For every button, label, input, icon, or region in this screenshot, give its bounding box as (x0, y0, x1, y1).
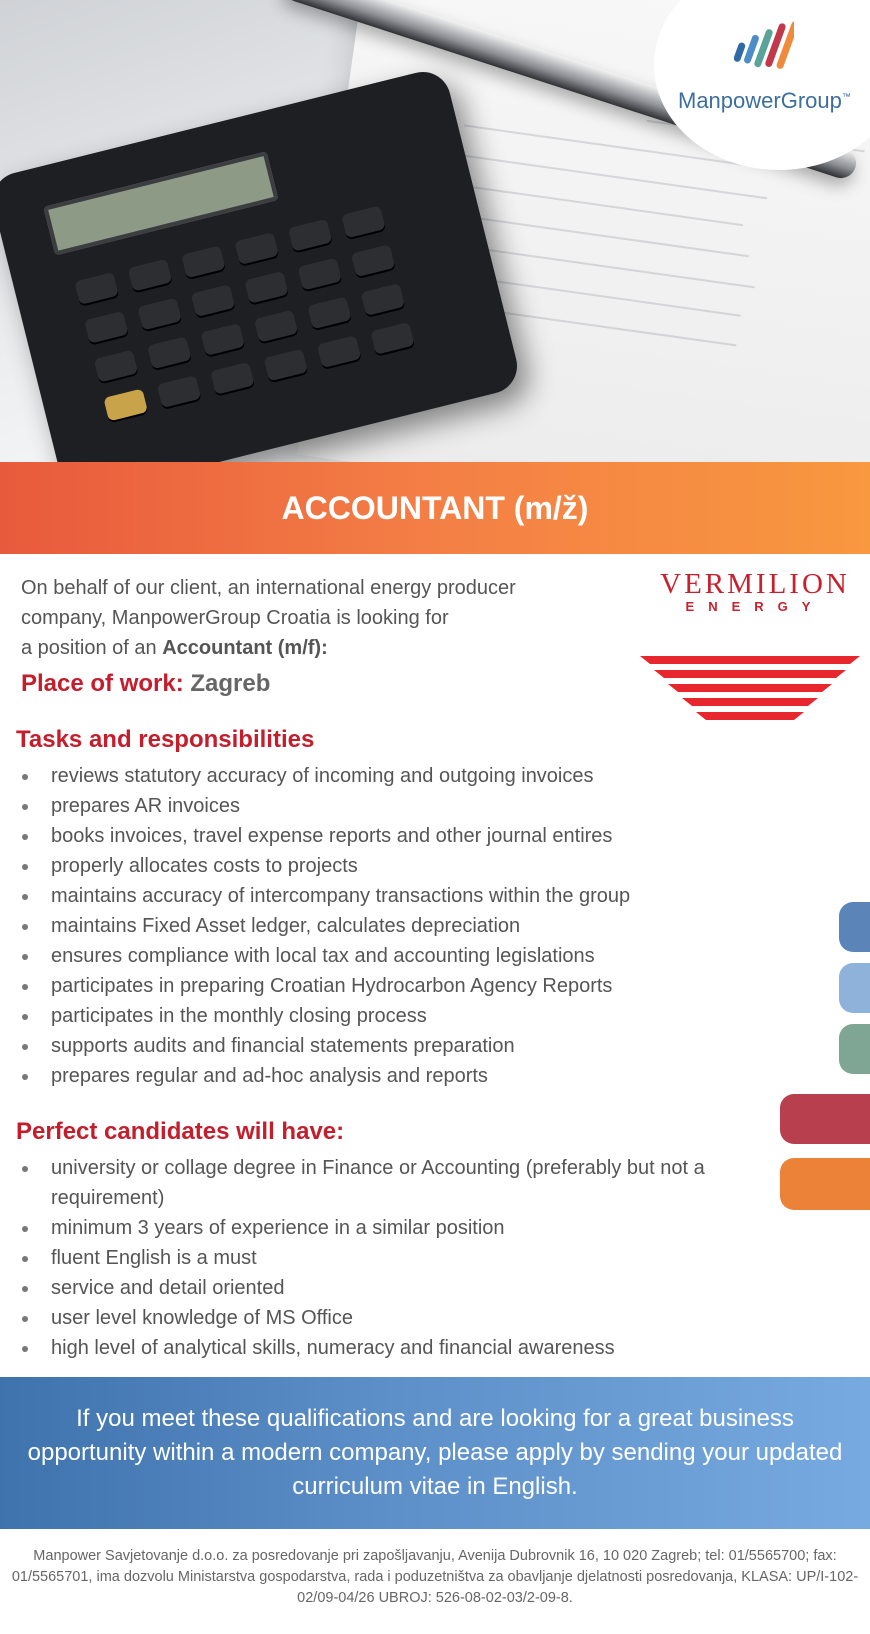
list-item: reviews statutory accuracy of incoming and outgoing invoices (16, 761, 756, 791)
legal-footer: Manpower Savjetovanje d.o.o. za posredovanje pri zapošljavanju, Avenija Dubrovnik 16, 10 020 Zagreb; tel: 01/5565700; fax: 01/5565701, ima dozvolu Ministarstva gospodarstva, rada i poduzetništva za obavljanje djelatnosti posredovanja, KLASA: UP/I-102-02/09-04/26 UBROJ: 526-08-02-03/2-09-8. (11, 1548, 859, 1606)
list-item: ensures compliance with local tax and accounting legislations (16, 941, 756, 971)
job-title-banner (0, 462, 870, 554)
color-tab-green (839, 1024, 870, 1074)
list-item: prepares regular and ad-hoc analysis and reports (16, 1061, 756, 1091)
list-item: books invoices, travel expense reports and other journal entires (16, 821, 756, 851)
place-value: Zagreb (190, 670, 271, 697)
list-item: participates in preparing Croatian Hydrocarbon Agency Reports (16, 971, 756, 1001)
tasks-heading: Tasks and responsibilities (16, 726, 315, 753)
list-item: user level knowledge of MS Office (16, 1303, 756, 1333)
intro-line-1: On behalf of our client, an international energy producer (21, 577, 516, 599)
color-tab-light-blue (839, 963, 870, 1013)
list-item: university or collage degree in Finance or Accounting (preferably but not a requirement) (16, 1153, 756, 1213)
list-item: maintains Fixed Asset ledger, calculates depreciation (16, 911, 756, 941)
color-tab-blue (839, 902, 870, 952)
color-tab-red (780, 1094, 870, 1144)
list-item: service and detail oriented (16, 1273, 756, 1303)
calculator (0, 66, 523, 462)
manpowergroup-logo-icon (734, 20, 794, 80)
intro-line-2: company, ManpowerGroup Croatia is looking for (21, 607, 449, 629)
tasks-list (16, 761, 756, 1091)
call-to-action-text: If you meet these qualifications and are looking for a great business opportunity within a modern company, please apply by sending your updated curriculum vitae in English. (27, 1405, 843, 1500)
intro-line-3: a position of an Accountant (m/f): (21, 637, 328, 659)
brand-logo-text: ManpowerGroup™ (678, 88, 851, 113)
candidates-heading: Perfect candidates will have: (16, 1118, 345, 1145)
color-tab-orange (780, 1158, 870, 1210)
place-label: Place of work: (21, 670, 184, 697)
list-item: supports audits and financial statements preparation (16, 1031, 756, 1061)
place-of-work (21, 670, 270, 698)
list-item: minimum 3 years of experience in a similar position (16, 1213, 756, 1243)
list-item: maintains accuracy of intercompany transactions within the group (16, 881, 756, 911)
list-item: properly allocates costs to projects (16, 851, 756, 881)
hero-photo (0, 0, 870, 462)
intro-text (21, 573, 631, 663)
job-title: ACCOUNTANT (m/ž) (281, 489, 589, 526)
client-logo-word-1: VERMILION (660, 568, 850, 600)
list-item: participates in the monthly closing process (16, 1001, 756, 1031)
call-to-action-banner (0, 1377, 870, 1529)
client-logo (660, 568, 850, 614)
client-logo-word-2: ENERGY (685, 599, 825, 614)
list-item: high level of analytical skills, numeracy and financial awareness (16, 1333, 756, 1363)
candidates-list (16, 1153, 756, 1363)
list-item: fluent English is a must (16, 1243, 756, 1273)
client-logo-emblem-icon (640, 654, 860, 724)
list-item: prepares AR invoices (16, 791, 756, 821)
